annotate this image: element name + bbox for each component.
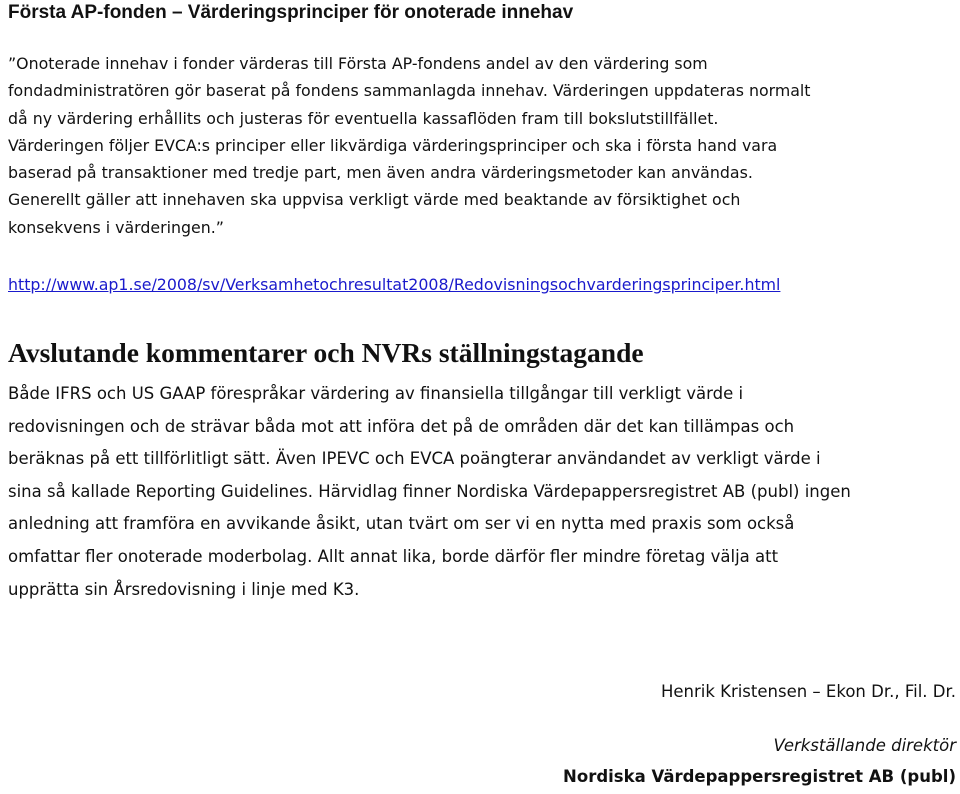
body-line: beräknas på ett tillförlitligt sätt. Även IPEVC och EVCA poängterar användandet av verkligt värde i <box>8 449 821 469</box>
body-line: redovisningen och de strävar båda mot att införa det på de områden där det kan tillämpas och <box>8 416 795 436</box>
body-line: omfattar fler onoterade moderbolag. Allt annat lika, borde därför fler mindre företag välja att <box>8 546 779 566</box>
signature-company: Nordiska Värdepappersregistret AB (publ) <box>563 767 956 786</box>
quote-line: baserad på transaktioner med tredje part, men även andra värderingsmetoder kan användas. <box>8 163 753 183</box>
signature-title: Verkställande direktör <box>773 736 956 755</box>
quote-line: fondadministratören gör baserat på fondens sammanlagda innehav. Värderingen uppdateras normalt <box>8 81 811 101</box>
quote-line: konsekvens i värderingen.” <box>8 217 224 237</box>
quote-line: då ny värdering erhållits och justeras för eventuella kassaflöden fram till bokslutstillfället. <box>8 108 719 128</box>
section-title-valuation-principles: Första AP-fonden – Värderingsprinciper för onoterade innehav <box>8 2 574 23</box>
source-link[interactable]: http://www.ap1.se/2008/sv/Verksamhetochresultat2008/Redovisningsochvarderingsprinciper.html <box>8 275 781 294</box>
body-line: sina så kallade Reporting Guidelines. Härvidlag finner Nordiska Värdepappersregistret AB (publ) ingen <box>8 481 851 501</box>
body-line: upprätta sin Årsredovisning i linje med K3. <box>8 579 360 599</box>
body-line: anledning att framföra en avvikande åsikt, utan tvärt om ser vi en nytta med praxis som också <box>8 514 795 534</box>
closing-comments-body <box>8 378 958 606</box>
quote-line: Värderingen följer EVCA:s principer eller likvärdiga värderingsprinciper och ska i första hand vara <box>8 135 778 155</box>
quote-line: Generellt gäller att innehaven ska uppvisa verkligt värde med beaktande av försiktighet och <box>8 190 741 210</box>
section-title-closing-comments: Avslutande kommentarer och NVRs ställningstagande <box>8 337 644 368</box>
body-line: Både IFRS och US GAAP förespråkar värdering av finansiella tillgångar till verkligt värde i <box>8 384 744 403</box>
signature-name: Henrik Kristensen – Ekon Dr., Fil. Dr. <box>660 682 956 701</box>
source-link-line <box>8 272 780 298</box>
quote-line: ”Onoterade innehav i fonder värderas till Första AP-fondens andel av den värdering som <box>8 54 708 73</box>
quoted-valuation-text <box>8 50 953 241</box>
